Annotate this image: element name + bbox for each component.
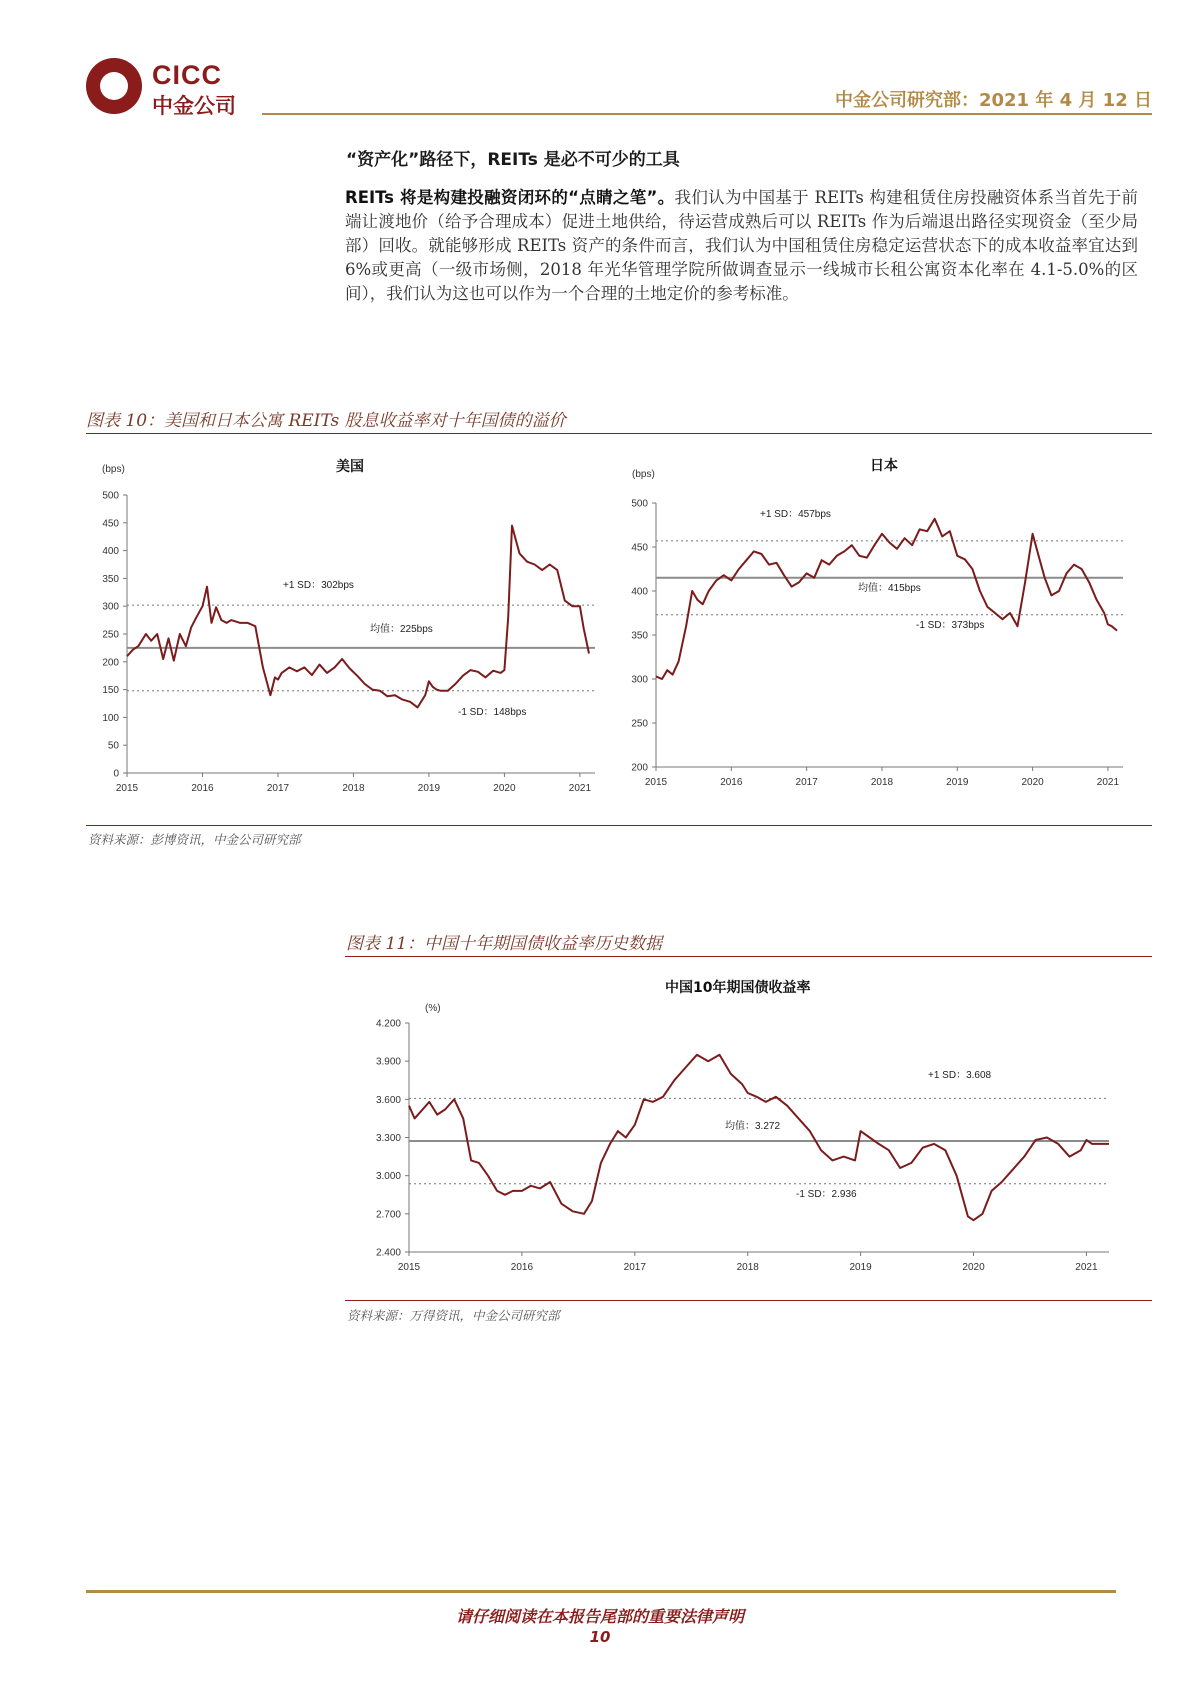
footer-divider [86,1590,1116,1593]
y-tick-label: 500 [631,498,648,510]
footer-legal-note: 请仔细阅读在本报告尾部的重要法律声明 [455,1607,744,1626]
figure10-source: 资料来源：彭博资讯，中金公司研究部 [88,832,301,847]
x-tick-label: 2018 [342,783,365,794]
minus-sd-label: -1 SD：148bps [458,707,527,718]
x-tick-label: 2017 [795,777,818,788]
y-tick-label: 300 [102,601,119,613]
paragraph-text: 我们认为中国基于 REITs 构建租赁住房投融资体系当首先于前端让渡地价（给予合理成本）促进土地供给，待运营成熟后可以 REITs 作为后端退出路径实现资金（至少局部）回收。就能够形成 REITs 资产的条件而言，我们认为中国租赁住房稳定运营状态下的成本收益率宜达到 6%或更高（一级市场侧，2018 年光华管理学院所做调查显示一线城市长租公寓资本化率在 4.1-5.0%的区间），我们认为这也可以作为一个合理的土地定价的参考标准。 [345,188,1139,303]
y-tick-label: 250 [102,629,119,641]
x-tick-label: 2015 [397,1262,421,1273]
x-tick-label: 2015 [644,777,668,788]
y-tick-label: 500 [102,490,119,502]
mean-label: 均值：415bps [858,583,921,594]
y-tick-label: 350 [102,573,119,585]
series-line-0 [127,526,589,708]
header-divider [262,113,1152,115]
figure10-bottom-rule [86,825,1152,826]
us-reits-spread-chart [90,455,610,805]
y-tick-label: 50 [107,740,119,752]
figure11-title: 图表 11：中国十年期国债收益率历史数据 [346,934,663,954]
x-tick-label: 2021 [1075,1262,1098,1273]
y-tick-label: 3.300 [375,1133,401,1144]
y-tick-label: 450 [631,542,648,554]
y-axis-unit-label: (%) [425,1003,441,1014]
y-tick-label: 400 [102,546,119,558]
series-line-0 [656,519,1117,679]
figure11-top-rule [345,956,1152,957]
x-tick-label: 2019 [849,1262,872,1273]
logo-text-en: CICC [152,60,222,90]
y-axis-unit-label: (bps) [632,469,655,480]
minus-sd-label: -1 SD：373bps [916,620,985,631]
x-tick-label: 2020 [493,783,516,794]
figure11-bottom-rule [345,1300,1152,1301]
mean-label: 均值：3.272 [725,1121,781,1132]
logo-text-cn: 中金公司 [152,94,236,118]
x-tick-label: 2016 [720,777,743,788]
x-tick-label: 2018 [736,1262,759,1273]
page-number: 10 [589,1628,611,1646]
mean-label: 均值：225bps [370,624,433,635]
x-tick-label: 2016 [510,1262,534,1273]
y-axis-unit-label: (bps) [102,464,125,475]
figure11-source: 资料来源：万得资讯，中金公司研究部 [347,1308,560,1323]
y-tick-label: 250 [631,718,648,730]
china-chart-title: 中国10年期国债收益率 [665,980,811,996]
y-tick-label: 100 [102,712,119,724]
y-tick-label: 2.400 [375,1247,401,1259]
cicc-logo-icon [86,58,142,114]
y-tick-label: 200 [102,657,119,669]
x-tick-label: 2017 [266,783,290,794]
x-tick-label: 2019 [417,783,441,794]
y-tick-label: 400 [631,586,648,598]
minus-sd-label: -1 SD：2.936 [796,1189,857,1200]
y-tick-label: 3.000 [375,1171,401,1183]
japan-chart-title: 日本 [870,458,898,474]
paragraph-lead: REITs 将是构建投融资闭环的“点睛之笔”。 [345,188,675,207]
x-tick-label: 2016 [191,783,214,794]
y-tick-label: 450 [102,518,119,530]
plus-sd-label: +1 SD：457bps [760,509,831,520]
japan-reits-spread-chart [620,455,1140,805]
x-tick-label: 2017 [623,1262,646,1273]
y-tick-label: 2.700 [375,1209,401,1221]
series-line-0 [409,1055,1109,1220]
y-tick-label: 3.900 [375,1056,401,1068]
plus-sd-label: +1 SD：302bps [283,580,354,591]
us-chart-title: 美国 [336,459,364,475]
figure10-title: 图表 10：美国和日本公寓 REITs 股息收益率对十年国债的溢价 [86,411,566,431]
plus-sd-label: +1 SD：3.608 [928,1070,992,1081]
x-tick-label: 2020 [1021,777,1044,788]
x-tick-label: 2019 [946,777,969,788]
china-10y-yield-chart [355,978,1145,1288]
y-tick-label: 300 [631,674,648,686]
x-tick-label: 2018 [870,777,894,788]
body-paragraph [345,186,1138,306]
x-tick-label: 2021 [1096,777,1120,788]
y-tick-label: 350 [631,630,648,642]
y-tick-label: 200 [631,762,648,774]
y-tick-label: 4.200 [375,1018,401,1030]
section-heading: “资产化”路径下，REITs 是必不可少的工具 [346,150,680,170]
x-tick-label: 2020 [962,1262,985,1273]
y-tick-label: 150 [102,685,119,697]
x-tick-label: 2015 [115,783,139,794]
report-date: 中金公司研究部：2021 年 4 月 12 日 [834,90,1152,111]
y-tick-label: 0 [113,768,119,780]
y-tick-label: 3.600 [375,1094,401,1106]
figure10-top-rule [86,433,1152,434]
x-tick-label: 2021 [568,783,592,794]
